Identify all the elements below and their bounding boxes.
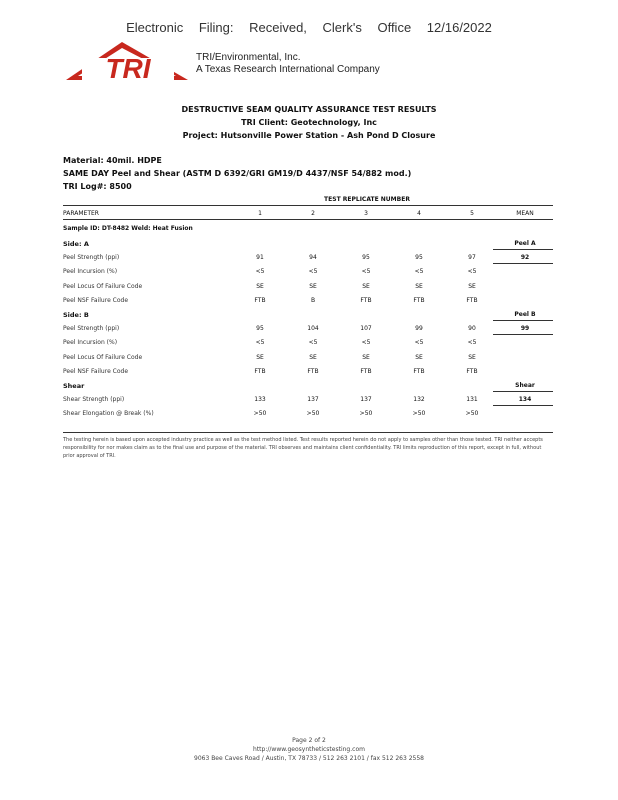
row-mean: 92 [520,254,530,261]
row-label: Peel Incursion (%) [63,268,118,276]
row-value: 95 [256,325,264,332]
row-value: 131 [466,396,478,403]
company-tagline: A Texas Research International Company [196,64,380,75]
row-label: Peel Locus Of Failure Code [63,282,143,290]
row-label: Peel NSF Failure Code [63,296,129,304]
row-value: <5 [308,339,318,347]
row-value: >50 [412,410,426,418]
col-header-2: 2 [311,210,315,217]
row-value: <5 [255,339,265,347]
row-value: >50 [306,410,320,418]
tri-logo [64,40,190,82]
section-mean-label: Peel A [514,240,536,247]
row-value: 99 [415,325,423,332]
row-label: Peel Locus Of Failure Code [63,353,143,361]
row-value: FTB [413,367,425,375]
replicate-header: TEST REPLICATE NUMBER [324,196,410,203]
material-line: Material: 40mil. HDPE [63,156,162,165]
row-label: Peel Incursion (%) [63,339,118,347]
section-title: Side: A [63,240,89,248]
company-address: 9063 Bee Caves Road / Austin, TX 78733 / 512 263 2101 / fax 512 263 2558 [194,755,424,762]
row-label: Shear Strength (ppi) [63,396,125,403]
page-number: Page 2 of 2 [292,737,326,744]
row-value: <5 [255,268,265,276]
row-value: SE [468,282,476,290]
row-value: FTB [466,367,478,375]
col-header-3: 3 [364,210,368,217]
row-value: <5 [467,268,477,276]
row-value: 133 [254,396,266,403]
company-block [196,52,380,76]
col-header-5: 5 [470,210,474,217]
row-value: FTB [360,367,372,375]
row-value: 95 [362,254,370,261]
report-project: Project: Hutsonville Power Station - Ash Pond D Closure [182,131,436,140]
log-number-line: TRI Log#: 8500 [63,182,132,191]
row-value: SE [256,353,264,361]
mean-box-top-rule [493,320,553,321]
row-value: SE [415,282,423,290]
row-value: 97 [468,254,476,261]
row-value: 95 [415,254,423,261]
disclaimer-footnote: The testing herein is based upon accepted industry practice as well as the test method listed. Test results reported herein do not apply to samples other than those tested. TRI neither accepts responsibility for nor makes claim as to the final use and purpose of the material. TRI observes and maintains client confidentiality. TRI limits reproduction of this report, except in full, without prior approval of TRI. [63,437,543,459]
row-value: 90 [468,325,476,332]
sample-id: Sample ID: DT-8482 Weld: Heat Fusion [63,225,193,232]
row-value: B [310,296,316,304]
row-mean: 134 [518,396,532,403]
row-value: FTB [254,367,266,375]
table-header-rule [63,219,553,220]
mean-box-bottom-rule [493,405,553,406]
row-value: <5 [308,268,318,276]
mean-box-bottom-rule [493,263,553,264]
row-value: >50 [465,410,479,418]
row-value: SE [309,282,317,290]
section-mean-label: Shear [515,382,535,389]
row-value: 132 [413,396,425,403]
filing-stamp: Electronic Filing: Received, Clerk's Office 12/16/2022 [126,20,492,35]
mean-box-top-rule [493,391,553,392]
section-title: Side: B [63,311,89,319]
row-value: <5 [414,339,424,347]
row-value: 94 [309,254,317,261]
col-header-4: 4 [417,210,421,217]
row-value: SE [256,282,264,290]
section-mean-label: Peel B [514,311,536,318]
row-value: <5 [361,339,371,347]
row-value: 104 [307,325,319,332]
row-value: <5 [414,268,424,276]
table-bottom-rule [63,432,553,433]
mean-box-top-rule [493,249,553,250]
row-value: FTB [360,296,372,304]
logo-text: TRI [105,53,151,82]
row-value: <5 [467,339,477,347]
row-value: <5 [361,268,371,276]
row-value: 137 [360,396,372,403]
row-value: FTB [413,296,425,304]
col-header-1: 1 [258,210,262,217]
mean-header: MEAN [516,210,534,217]
row-value: FTB [254,296,266,304]
report-client: TRI Client: Geotechnology, Inc [241,118,377,127]
row-value: SE [362,282,370,290]
company-name: TRI/Environmental, Inc. [196,52,301,63]
row-value: >50 [359,410,373,418]
row-value: SE [468,353,476,361]
row-value: SE [362,353,370,361]
row-value: 107 [360,325,372,332]
param-header: PARAMETER [63,210,99,217]
table-top-rule [63,205,553,206]
mean-box-bottom-rule [493,334,553,335]
row-value: 91 [256,254,264,261]
row-value: SE [309,353,317,361]
row-label: Peel Strength (ppi) [63,254,120,261]
row-value: FTB [466,296,478,304]
row-label: Peel Strength (ppi) [63,325,120,332]
row-value: >50 [253,410,267,418]
row-label: Peel NSF Failure Code [63,367,129,375]
report-title: DESTRUCTIVE SEAM QUALITY ASSURANCE TEST RESULTS [181,105,437,114]
row-value: SE [415,353,423,361]
row-value: 137 [307,396,319,403]
row-label: Shear Elongation @ Break (%) [63,410,154,418]
row-value: FTB [307,367,319,375]
test-method-line: SAME DAY Peel and Shear (ASTM D 6392/GRI GM19/D 4437/NSF 54/882 mod.) [63,169,412,178]
website-link[interactable]: http://www.geosyntheticstesting.com [253,746,365,753]
section-title: Shear [63,382,85,390]
row-mean: 99 [520,325,530,332]
